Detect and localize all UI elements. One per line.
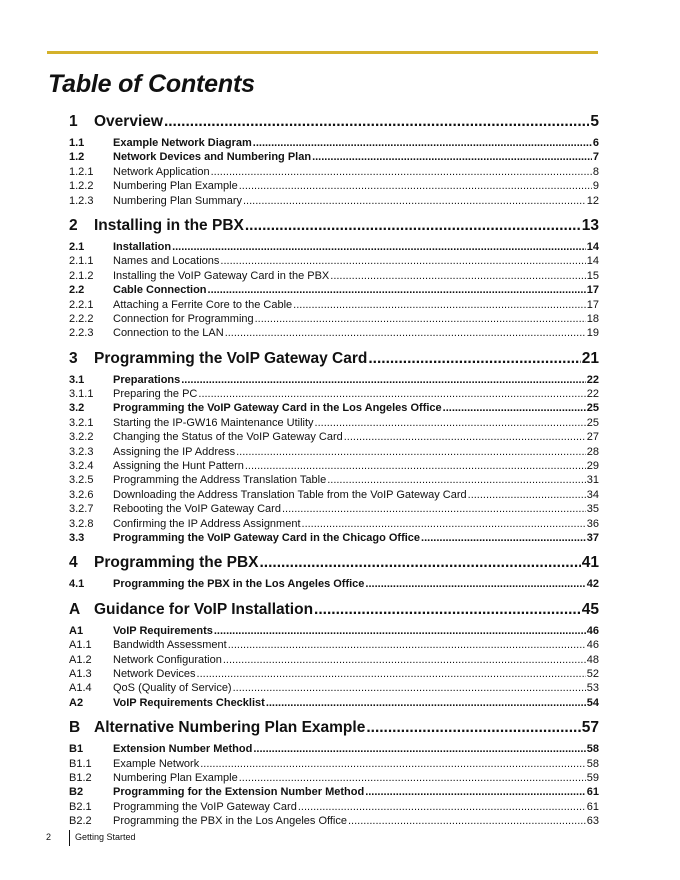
toc-entry-sub[interactable] [69, 326, 599, 340]
toc-entry-title: Programming the PBX in the Los Angeles Office [113, 578, 365, 591]
dot-leader [260, 553, 581, 573]
toc-entry-title: Extension Number Method [113, 743, 253, 756]
toc-entry-page: 35 [586, 503, 599, 516]
toc-entry-page: 46 [586, 639, 599, 652]
toc-entry-number: 2 [69, 216, 78, 234]
dot-leader [228, 638, 586, 652]
toc-entry-title: Downloading the Address Translation Table from the VoIP Gateway Card [113, 488, 467, 501]
toc-entry-page: 36 [586, 517, 599, 530]
toc-entry-number: 3.2.4 [69, 460, 94, 473]
toc-entry-page: 18 [586, 312, 599, 325]
dot-leader [198, 387, 585, 401]
toc-entry-title: Changing the Status of the VoIP Gateway Card [113, 431, 343, 444]
toc-entry-page: 22 [586, 373, 599, 386]
toc-entry-number: A1.2 [69, 653, 92, 666]
dot-leader [302, 517, 586, 531]
toc-entry-number: 3.2.3 [69, 445, 94, 458]
toc-entry-page: 25 [586, 402, 599, 415]
toc-entry-number: B1.2 [69, 771, 92, 784]
dot-leader [266, 696, 586, 710]
toc-entry-page: 5 [590, 113, 599, 130]
dot-leader [315, 416, 586, 430]
toc-entry-sub[interactable] [69, 757, 599, 771]
toc-entry-section[interactable] [69, 136, 599, 150]
toc-entry-title: Programming the VoIP Gateway Card in the Los Angeles Office [113, 402, 442, 415]
toc-entry-page: 31 [586, 474, 599, 487]
toc-entry-sub[interactable] [69, 312, 599, 326]
toc-entry-section[interactable] [69, 577, 599, 591]
toc-entry-title: Network Configuration [113, 653, 222, 666]
toc-entry-number: 3.2.2 [69, 431, 94, 444]
toc-entry-title: Preparing the PC [113, 388, 198, 401]
toc-entry-number: 3.2.5 [69, 474, 94, 487]
dot-leader [172, 240, 586, 254]
toc-entry-title: Preparations [113, 373, 181, 386]
toc-entry-page: 34 [586, 488, 599, 501]
toc-entry-title: Guidance for VoIP Installation [94, 600, 314, 618]
toc-entry-title: Example Network [113, 757, 200, 770]
toc-entry-section[interactable] [69, 373, 599, 387]
toc-entry-section[interactable] [69, 401, 599, 415]
toc-entry-page: 14 [586, 240, 599, 253]
toc-entry-page: 61 [586, 786, 599, 799]
toc-entry-title: Programming the PBX in the Los Angeles Office [113, 815, 347, 828]
toc-entry-page: 15 [586, 269, 599, 282]
toc-entry-sub[interactable] [69, 165, 599, 179]
dot-leader [312, 150, 592, 164]
toc-entry-title: Assigning the IP Address [113, 445, 236, 458]
toc-entry-page: 57 [581, 719, 599, 737]
dot-leader [214, 624, 586, 638]
toc-entry-title: Cable Connection [113, 284, 207, 297]
toc-entry-number: 1 [69, 113, 78, 130]
page-title: Table of Contents [48, 70, 255, 98]
toc-entry-page: 8 [592, 165, 599, 178]
toc-entry-number: 2.2.2 [69, 312, 94, 325]
footer-divider [69, 830, 70, 846]
toc-entry-chapter[interactable] [69, 553, 599, 573]
toc-entry-page: 41 [581, 554, 599, 572]
toc-entry-number: A2 [69, 696, 84, 709]
toc-entry-section[interactable] [69, 785, 599, 799]
toc-entry-chapter[interactable] [69, 718, 599, 738]
dot-leader [327, 473, 586, 487]
dot-leader [443, 401, 586, 415]
dot-leader [365, 577, 585, 591]
toc-entry-title: QoS (Quality of Service) [113, 682, 232, 695]
dot-leader [468, 488, 586, 502]
toc-entry-sub[interactable] [69, 681, 599, 695]
toc-entry-page: 61 [586, 800, 599, 813]
toc-entry-page: 13 [581, 216, 599, 234]
toc-entry-number: 2.1.2 [69, 269, 94, 282]
toc-entry-page: 48 [586, 653, 599, 666]
toc-entry-number: 4 [69, 554, 78, 572]
toc-entry-title: Rebooting the VoIP Gateway Card [113, 503, 281, 516]
toc-entry-sub[interactable] [69, 771, 599, 785]
toc-entry-page: 9 [592, 180, 599, 193]
toc-entry-section[interactable] [69, 240, 599, 254]
dot-leader [239, 771, 586, 785]
toc-entry-number: A [69, 600, 81, 618]
toc-entry-title: Overview [94, 113, 163, 130]
toc-entry-sub[interactable] [69, 387, 599, 401]
dot-leader [208, 283, 586, 297]
toc-entry-page: 21 [581, 349, 599, 367]
toc-entry-number: 2.1 [69, 240, 85, 253]
toc-entry-number: 3.2.7 [69, 503, 94, 516]
toc-entry-title: Network Devices [113, 667, 196, 680]
toc-entry-section[interactable] [69, 150, 599, 164]
toc-entry-title: Programming the VoIP Gateway Card [113, 800, 297, 813]
toc-entry-number: 1.2 [69, 151, 85, 164]
dot-leader [253, 136, 592, 150]
toc-entry-number: 2.2.1 [69, 298, 94, 311]
toc-entry-sub[interactable] [69, 473, 599, 487]
toc-entry-page: 17 [586, 284, 599, 297]
toc-entry-title: Installing in the PBX [94, 216, 244, 234]
dot-leader [366, 718, 580, 738]
toc-entry-page: 17 [586, 298, 599, 311]
footer-page-number: 2 [46, 832, 52, 842]
toc-entry-title: Assigning the Hunt Pattern [113, 460, 244, 473]
toc-entry-page: 58 [586, 757, 599, 770]
toc-entry-number: 1.2.2 [69, 180, 94, 193]
toc-entry-page: 7 [592, 151, 599, 164]
toc-entry-sub[interactable] [69, 459, 599, 473]
toc-entry-page: 27 [586, 431, 599, 444]
dot-leader [164, 112, 589, 132]
toc-entry-number: B [69, 719, 81, 737]
toc-entry-page: 63 [586, 815, 599, 828]
toc-entry-title: Programming the VoIP Gateway Card [94, 349, 368, 367]
toc-entry-page: 19 [586, 327, 599, 340]
dot-leader [314, 600, 581, 620]
toc-entry-title: Numbering Plan Example [113, 771, 238, 784]
dot-leader [421, 531, 586, 545]
toc-entry-title: Numbering Plan Example [113, 180, 238, 193]
dot-leader [239, 179, 592, 193]
toc-entry-page: 42 [586, 578, 599, 591]
dot-leader [298, 800, 586, 814]
toc-entry-title: Attaching a Ferrite Core to the Cable [113, 298, 293, 311]
toc-entry-number: 2.1.1 [69, 255, 94, 268]
toc-entry-number: B2.1 [69, 800, 92, 813]
dot-leader [365, 785, 586, 799]
toc-entry-section[interactable] [69, 531, 599, 545]
toc-entry-page: 53 [586, 682, 599, 695]
toc-entry-sub[interactable] [69, 445, 599, 459]
dot-leader [200, 757, 586, 771]
toc-entry-title: Confirming the IP Address Assignment [113, 517, 301, 530]
toc-entry-chapter[interactable] [69, 216, 599, 236]
toc-entry-number: A1.4 [69, 682, 92, 695]
toc-entry-title: Network Devices and Numbering Plan [113, 151, 312, 164]
dot-leader [181, 373, 586, 387]
dot-leader [245, 459, 586, 473]
toc-entry-title: Installing the VoIP Gateway Card in the PBX [113, 269, 330, 282]
dot-leader [233, 681, 586, 695]
toc-entry-number: 1.1 [69, 137, 85, 149]
toc-entry-number: 2.2 [69, 284, 85, 297]
toc-entry-title: Starting the IP-GW16 Maintenance Utility [113, 416, 314, 429]
toc-entry-title: VoIP Requirements Checklist [113, 696, 265, 709]
toc-entry-sub[interactable] [69, 179, 599, 193]
toc-entry-sub[interactable] [69, 254, 599, 268]
toc-entry-number: 1.2.3 [69, 194, 94, 207]
toc-entry-title: Programming the Address Translation Table [113, 474, 327, 487]
toc-entry-page: 37 [586, 531, 599, 544]
toc-entry-title: Example Network Diagram [113, 137, 252, 149]
toc-entry-sub[interactable] [69, 653, 599, 667]
toc-entry-title: Programming the PBX [94, 554, 259, 572]
dot-leader [197, 667, 586, 681]
dot-leader [330, 269, 585, 283]
toc-entry-sub[interactable] [69, 488, 599, 502]
toc-entry-title: Programming for the Extension Number Method [113, 786, 365, 799]
toc-entry-number: 1.2.1 [69, 165, 94, 178]
table-of-contents [69, 112, 599, 828]
toc-entry-number: A1.3 [69, 667, 92, 680]
toc-entry-sub[interactable] [69, 800, 599, 814]
toc-entry-number: 4.1 [69, 578, 85, 591]
dot-leader [243, 194, 586, 208]
toc-entry-number: 3.2.8 [69, 517, 94, 530]
toc-entry-sub[interactable] [69, 269, 599, 283]
toc-entry-title: Bandwidth Assessment [113, 639, 227, 652]
toc-entry-sub[interactable] [69, 194, 599, 208]
toc-entry-title: Alternative Numbering Plan Example [94, 719, 366, 737]
dot-leader [245, 216, 581, 236]
dot-leader [223, 653, 586, 667]
toc-entry-page: 28 [586, 445, 599, 458]
toc-entry-number: 2.2.3 [69, 327, 94, 340]
toc-entry-sub[interactable] [69, 667, 599, 681]
dot-leader [344, 430, 586, 444]
dot-leader [220, 254, 585, 268]
toc-entry-title: Names and Locations [113, 255, 220, 268]
toc-entry-title: VoIP Requirements [113, 624, 213, 637]
toc-entry-number: B2.2 [69, 815, 92, 828]
toc-entry-number: 3.3 [69, 531, 85, 544]
dot-leader [225, 326, 586, 340]
toc-entry-page: 59 [586, 771, 599, 784]
toc-entry-title: Connection to the LAN [113, 327, 224, 340]
header-rule [47, 51, 598, 54]
toc-entry-title: Network Application [113, 165, 210, 178]
toc-entry-number: 3.2.6 [69, 488, 94, 501]
toc-entry-page: 6 [592, 137, 599, 149]
toc-entry-page: 58 [586, 743, 599, 756]
toc-entry-page: 45 [581, 600, 599, 618]
toc-entry-page: 14 [586, 255, 599, 268]
toc-entry-sub[interactable] [69, 502, 599, 516]
toc-entry-sub[interactable] [69, 638, 599, 652]
toc-entry-page: 12 [586, 194, 599, 207]
toc-entry-title: Numbering Plan Summary [113, 194, 242, 207]
toc-entry-sub[interactable] [69, 430, 599, 444]
dot-leader [211, 165, 592, 179]
toc-entry-number: 3.2.1 [69, 416, 94, 429]
toc-entry-number: B2 [69, 786, 84, 799]
toc-entry-number: 3 [69, 349, 78, 367]
dot-leader [282, 502, 586, 516]
toc-entry-page: 54 [586, 696, 599, 709]
toc-entry-sub[interactable] [69, 517, 599, 531]
dot-leader [255, 312, 586, 326]
toc-entry-page: 52 [586, 667, 599, 680]
toc-entry-page: 22 [586, 388, 599, 401]
toc-entry-chapter[interactable] [69, 112, 599, 132]
toc-entry-page: 46 [586, 624, 599, 637]
toc-entry-sub[interactable] [69, 814, 599, 828]
toc-entry-section[interactable] [69, 283, 599, 297]
dot-leader [368, 349, 580, 369]
toc-entry-chapter[interactable] [69, 600, 599, 620]
toc-entry-number: 3.2 [69, 402, 85, 415]
toc-entry-number: 3.1.1 [69, 388, 94, 401]
dot-leader [253, 742, 585, 756]
toc-entry-sub[interactable] [69, 416, 599, 430]
toc-entry-title: Installation [113, 240, 172, 253]
dot-leader [293, 298, 586, 312]
toc-entry-page: 29 [586, 460, 599, 473]
toc-entry-section[interactable] [69, 742, 599, 756]
toc-entry-section[interactable] [69, 696, 599, 710]
toc-entry-page: 25 [586, 416, 599, 429]
toc-entry-section[interactable] [69, 624, 599, 638]
toc-entry-number: B1 [69, 743, 84, 756]
toc-entry-title: Programming the VoIP Gateway Card in the Chicago Office [113, 531, 421, 544]
dot-leader [236, 445, 586, 459]
toc-entry-number: 3.1 [69, 373, 85, 386]
footer-section-label: Getting Started [75, 832, 136, 842]
toc-entry-number: B1.1 [69, 757, 92, 770]
toc-entry-chapter[interactable] [69, 349, 599, 369]
toc-entry-number: A1 [69, 624, 84, 637]
toc-entry-sub[interactable] [69, 298, 599, 312]
toc-entry-title: Connection for Programming [113, 312, 254, 325]
dot-leader [348, 814, 586, 828]
toc-entry-number: A1.1 [69, 639, 92, 652]
